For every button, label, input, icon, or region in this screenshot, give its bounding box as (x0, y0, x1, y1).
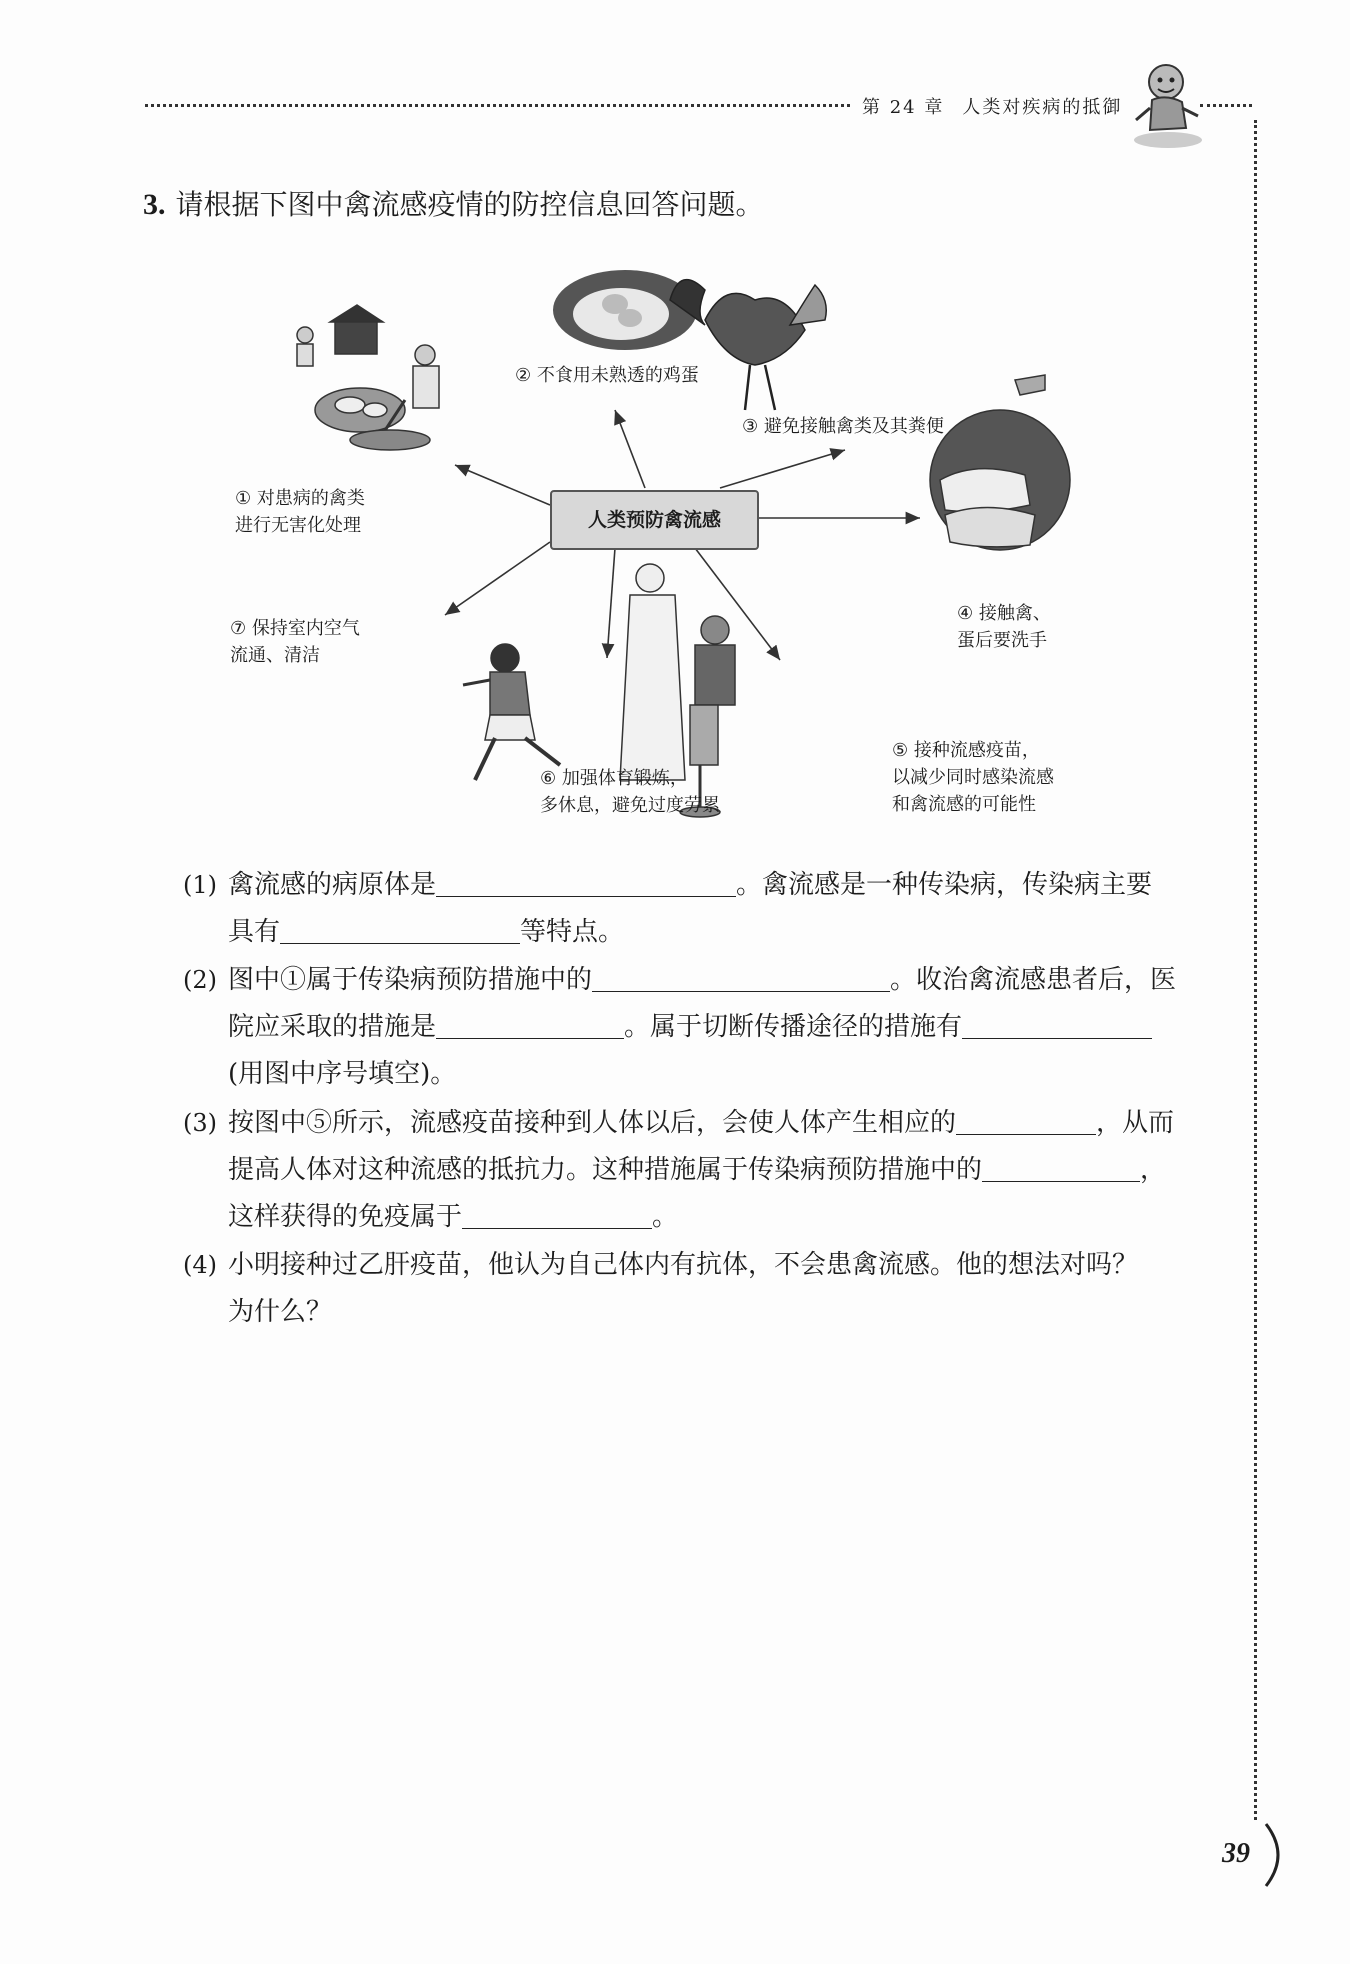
subq2-line1 (228, 960, 1176, 1000)
subq3-line2 (228, 1150, 1166, 1190)
caption-line: 多休息，避免过度劳累 (540, 795, 720, 816)
caption-line: ② 不食用未熟透的鸡蛋 (515, 365, 699, 386)
answer-blank[interactable] (982, 1153, 1140, 1182)
chapter-number: 第 24 章 (862, 97, 945, 118)
chapter-title: 人类对疾病的抵御 (962, 97, 1123, 118)
caption-item-4 (957, 600, 1051, 654)
arrow-to-item-6 (607, 548, 615, 658)
subq3-number: (3) (183, 1109, 217, 1137)
caption-line: ⑦ 保持室内空气 (230, 618, 360, 639)
caption-item-7 (230, 615, 360, 669)
runner-picture (463, 644, 560, 780)
subq4-line2 (228, 1292, 332, 1332)
caption-item-1 (235, 485, 365, 539)
text: 图中①属于传染病预防措施中的 (228, 965, 593, 995)
caption-line: ⑥ 加强体育锻炼， (540, 768, 688, 789)
text: 这样获得的免疫属于 (228, 1202, 463, 1232)
chapter-header (862, 93, 1140, 119)
header-rule (145, 104, 850, 107)
arrow-to-item-1 (455, 465, 550, 505)
answer-blank[interactable] (436, 868, 736, 897)
answer-blank[interactable] (592, 963, 890, 992)
subq3-line1 (228, 1103, 1174, 1143)
subq2-number: (2) (183, 966, 217, 994)
caption-line: 流通、清洁 (230, 645, 320, 666)
text: 等特点。 (520, 917, 625, 947)
handwashing-picture (930, 375, 1070, 550)
subq4-line1 (228, 1245, 1138, 1285)
center-node: 人类预防禽流感 (550, 490, 759, 550)
text: 。属于切断传播途径的措施有 (624, 1012, 963, 1042)
disposal-picture (297, 305, 439, 450)
header-rule-right (1200, 104, 1252, 107)
answer-blank[interactable] (962, 1010, 1152, 1039)
caption-line: ④ 接触禽、 (957, 603, 1051, 624)
text: 提高人体对这种流感的抵抗力。这种措施属于传染病预防措施中的 (228, 1155, 983, 1185)
caption-line: ③ 避免接触禽类及其粪便 (742, 416, 944, 437)
caption-line: 蛋后要洗手 (957, 630, 1047, 651)
mascot-icon (1128, 58, 1206, 150)
text: 具有 (228, 917, 281, 947)
text: 禽流感的病原体是 (228, 870, 437, 900)
question-title (143, 183, 764, 223)
question-prompt: 请根据下图中禽流感疫情的防控信息回答问题。 (175, 188, 764, 221)
side-rule (1254, 120, 1257, 1820)
answer-blank[interactable] (436, 1010, 624, 1039)
subq2-line3 (228, 1054, 456, 1094)
prevention-diagram (230, 260, 1105, 840)
answer-blank[interactable] (280, 915, 520, 944)
arrow-to-item-3 (720, 450, 845, 488)
page-number-bracket (1262, 1820, 1292, 1890)
text: (用图中序号填空)。 (228, 1059, 457, 1089)
caption-item-6 (540, 765, 720, 819)
caption-line: 以减少同时感染流感 (892, 767, 1054, 788)
subq1-line2 (228, 912, 624, 952)
caption-item-5 (892, 737, 1054, 818)
caption-line: ① 对患病的禽类 (235, 488, 365, 509)
subq3-line3 (228, 1197, 678, 1237)
arrow-to-item-7 (445, 542, 550, 615)
text: 小明接种过乙肝疫苗，他认为自己体内有抗体，不会患禽流感。他的想法对吗？ (228, 1250, 1139, 1280)
caption-line: 进行无害化处理 (235, 515, 361, 536)
text: 。收治禽流感患者后，医 (890, 965, 1177, 995)
subq1-number: (1) (183, 871, 217, 899)
caption-item-2 (515, 362, 699, 389)
text: ， (1140, 1155, 1167, 1185)
page-number: 39 (1222, 1838, 1250, 1869)
text: 按图中⑤所示，流感疫苗接种到人体以后，会使人体产生相应的 (228, 1108, 957, 1138)
rooster-picture (670, 280, 826, 410)
subq2-line2 (228, 1007, 1152, 1047)
answer-blank[interactable] (956, 1106, 1096, 1135)
caption-item-3 (742, 413, 944, 440)
caption-line: 和禽流感的可能性 (892, 794, 1036, 815)
subq4-number: (4) (183, 1251, 217, 1279)
answer-blank[interactable] (462, 1200, 652, 1229)
text: 。禽流感是一种传染病，传染病主要 (736, 870, 1153, 900)
egg-picture (553, 270, 697, 350)
text: ，从而 (1096, 1108, 1175, 1138)
text: 为什么？ (228, 1297, 333, 1327)
arrow-to-item-5 (695, 548, 780, 660)
text: 院应采取的措施是 (228, 1012, 437, 1042)
arrow-to-item-2 (615, 410, 645, 488)
caption-line: ⑤ 接种流感疫苗， (892, 740, 1040, 761)
question-number: 3. (143, 188, 166, 221)
text: 。 (652, 1202, 679, 1232)
subq1-line1 (228, 865, 1152, 905)
